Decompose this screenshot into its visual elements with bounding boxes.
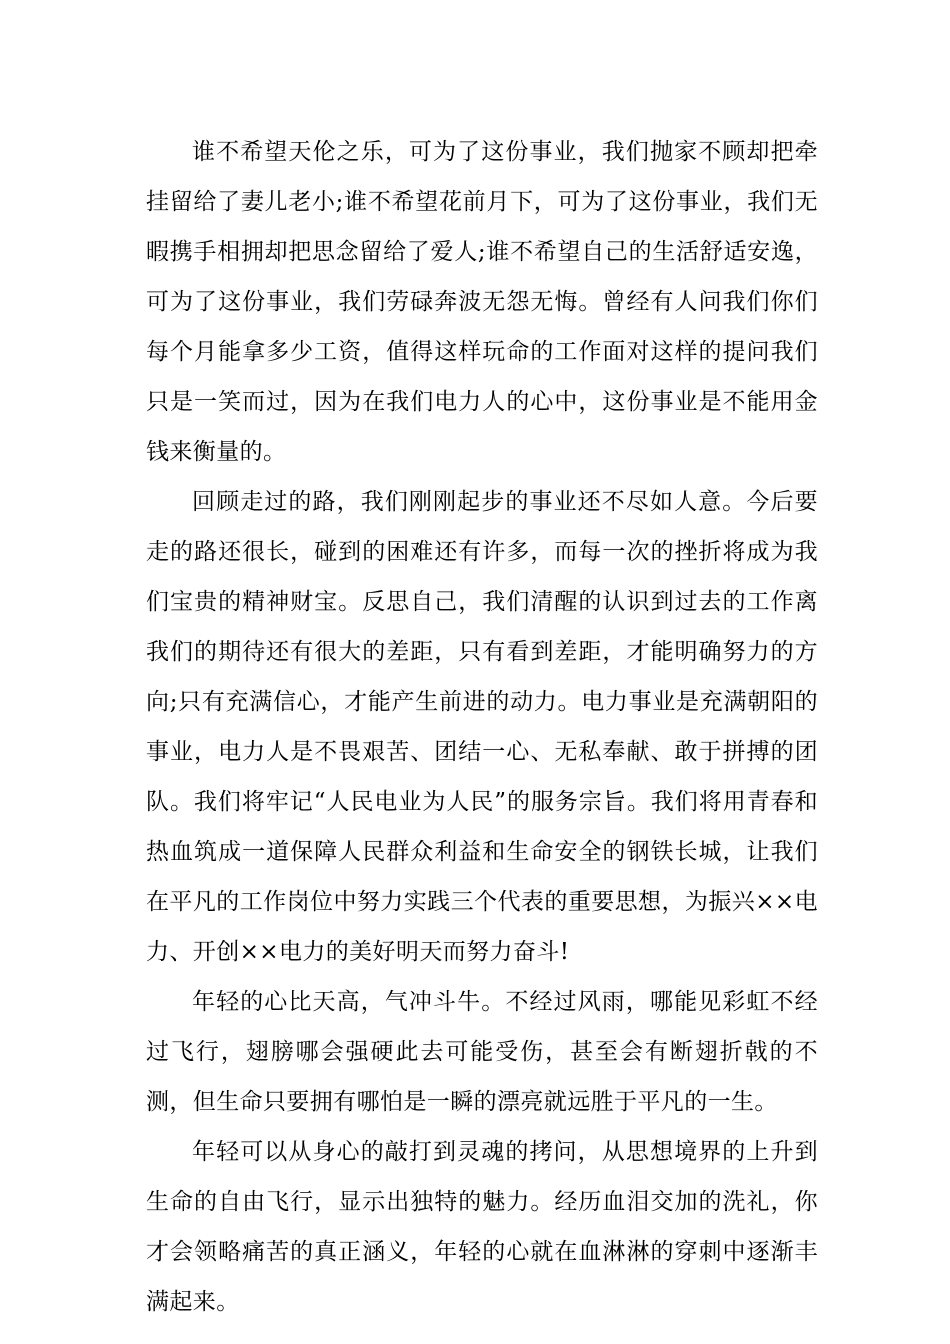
document-body — [146, 127, 818, 1327]
paragraph-1: 谁不希望天伦之乐，可为了这份事业，我们抛家不顾却把牵挂留给了妻儿老小;谁不希望花前月下，可为了这份事业，我们无暇携手相拥却把思念留给了爱人;谁不希望自己的生活舒适安逸，可为了这份事业，我们劳碌奔波无怨无悔。曾经有人问我们你们每个月能拿多少工资，值得这样玩命的工作面对这样的提问我们只是一笑而过，因为在我们电力人的心中，这份事业是不能用金钱来衡量的。 — [146, 139, 818, 465]
paragraph-4: 年轻可以从身心的敲打到灵魂的拷问，从思想境界的上升到生命的自由飞行，显示出独特的魅力。经历血泪交加的洗礼，你才会领略痛苦的真正涵义，年轻的心就在血淋淋的穿刺中逐渐丰满起来。 — [146, 1139, 818, 1315]
paragraph-3: 年轻的心比天高，气冲斗牛。不经过风雨，哪能见彩虹不经过飞行，翅膀哪会强硬此去可能受伤，甚至会有断翅折戟的不测，但生命只要拥有哪怕是一瞬的漂亮就远胜于平凡的一生。 — [146, 989, 818, 1115]
paragraph-2: 回顾走过的路，我们刚刚起步的事业还不尽如人意。今后要走的路还很长，碰到的困难还有许多，而每一次的挫折将成为我们宝贵的精神财宝。反思自己，我们清醒的认识到过去的工作离我们的期待还有很大的差距，只有看到差距，才能明确努力的方向;只有充满信心，才能产生前进的动力。电力事业是充满朝阳的事业，电力人是不畏艰苦、团结一心、无私奉献、敢于拼搏的团队。我们将牢记“人民电业为人民”的服务宗旨。我们将用青春和热血筑成一道保障人民群众利益和生命安全的钢铁长城，让我们在平凡的工作岗位中努力实践三个代表的重要思想，为振兴××电力、开创××电力的美好明天而努力奋斗! — [146, 489, 818, 965]
